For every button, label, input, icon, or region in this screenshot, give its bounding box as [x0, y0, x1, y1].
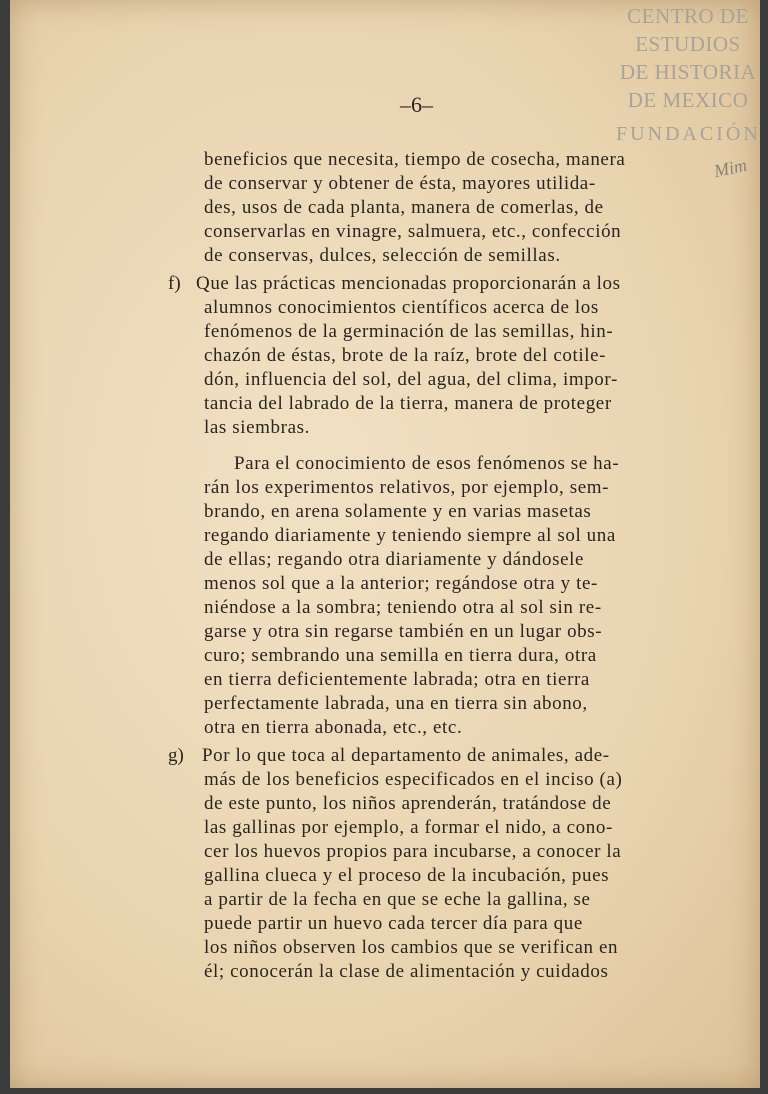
text-line: menos sol que a la anterior; regándose otra y te-: [204, 573, 598, 594]
text-line: gallina clueca y el proceso de la incubación, pues: [204, 865, 610, 886]
text-line: de ellas; regando otra diariamente y dándosele: [204, 549, 585, 570]
text-line: des, usos de cada planta, manera de comerlas, de: [204, 197, 604, 218]
text-line: perfectamente labrada, una en tierra sin abono,: [204, 693, 588, 714]
text-line: los niños observen los cambios que se verifican en: [204, 937, 619, 958]
document-page: [10, 0, 760, 1088]
text-line: de este punto, los niños aprenderán, tratándose de: [204, 793, 612, 814]
text-line: él; conocerán la clase de alimentación y cuidados: [204, 961, 609, 982]
text-line: rán los experimentos relativos, por ejemplo, sem-: [204, 477, 610, 498]
stamp-line: DE MEXICO: [627, 88, 749, 112]
margin-handwritten-mark: Mim: [712, 154, 749, 182]
item-label: g): [168, 745, 184, 766]
text-line: las siembras.: [204, 417, 310, 438]
text-line: cer los huevos propios para incubarse, a conocer la: [204, 841, 622, 862]
text-line: Que las prácticas mencionadas proporcionarán a los: [196, 273, 621, 294]
text-line: puede partir un huevo cada tercer día para que: [204, 913, 583, 934]
text-line: beneficios que necesita, tiempo de cosecha, manera: [204, 149, 626, 170]
text-line: Para el conocimiento de esos fenómenos se ha-: [234, 453, 620, 474]
archive-stamp: [616, 2, 760, 148]
stamp-line: DE HISTORIA: [619, 60, 757, 84]
text-line: más de los beneficios especificados en el inciso (a): [204, 769, 623, 790]
text-line: otra en tierra abonada, etc., etc.: [204, 717, 463, 738]
item-label: f): [168, 273, 181, 294]
text-line: tancia del labrado de la tierra, manera de proteger: [204, 393, 612, 414]
text-line: de conservar y obtener de ésta, mayores utilida-: [204, 173, 596, 194]
text-line: conservarlas en vinagre, salmuera, etc., confección: [204, 221, 622, 242]
text-line: niéndose a la sombra; teniendo otra al sol sin re-: [204, 597, 602, 618]
text-line: Por lo que toca al departamento de animales, ade-: [202, 745, 610, 766]
text-line: fenómenos de la germinación de las semillas, hin-: [204, 321, 614, 342]
text-line: garse y otra sin regarse también en un lugar obs-: [204, 621, 603, 642]
text-line: las gallinas por ejemplo, a formar el nido, a cono-: [204, 817, 613, 838]
text-line: dón, influencia del sol, del agua, del clima, impor-: [204, 369, 618, 390]
stamp-line: CENTRO DE: [627, 4, 749, 28]
stamp-line: ESTUDIOS: [635, 32, 741, 56]
text-line: en tierra deficientemente labrada; otra en tierra: [204, 669, 590, 690]
stamp-fundacion: FUNDACIÓN: [616, 123, 761, 145]
text-line: brando, en arena solamente y en varias masetas: [204, 501, 592, 522]
text-line: curo; sembrando una semilla en tierra dura, otra: [204, 645, 597, 666]
text-line: chazón de éstas, brote de la raíz, brote del cotile-: [204, 345, 607, 366]
text-line: de conservas, dulces, selección de semillas.: [204, 245, 561, 266]
page-number: –6–: [400, 92, 433, 117]
text-line: regando diariamente y teniendo siempre al sol una: [204, 525, 616, 546]
text-line: alumnos conocimientos científicos acerca de los: [204, 297, 599, 318]
text-line: a partir de la fecha en que se eche la gallina, se: [204, 889, 591, 910]
